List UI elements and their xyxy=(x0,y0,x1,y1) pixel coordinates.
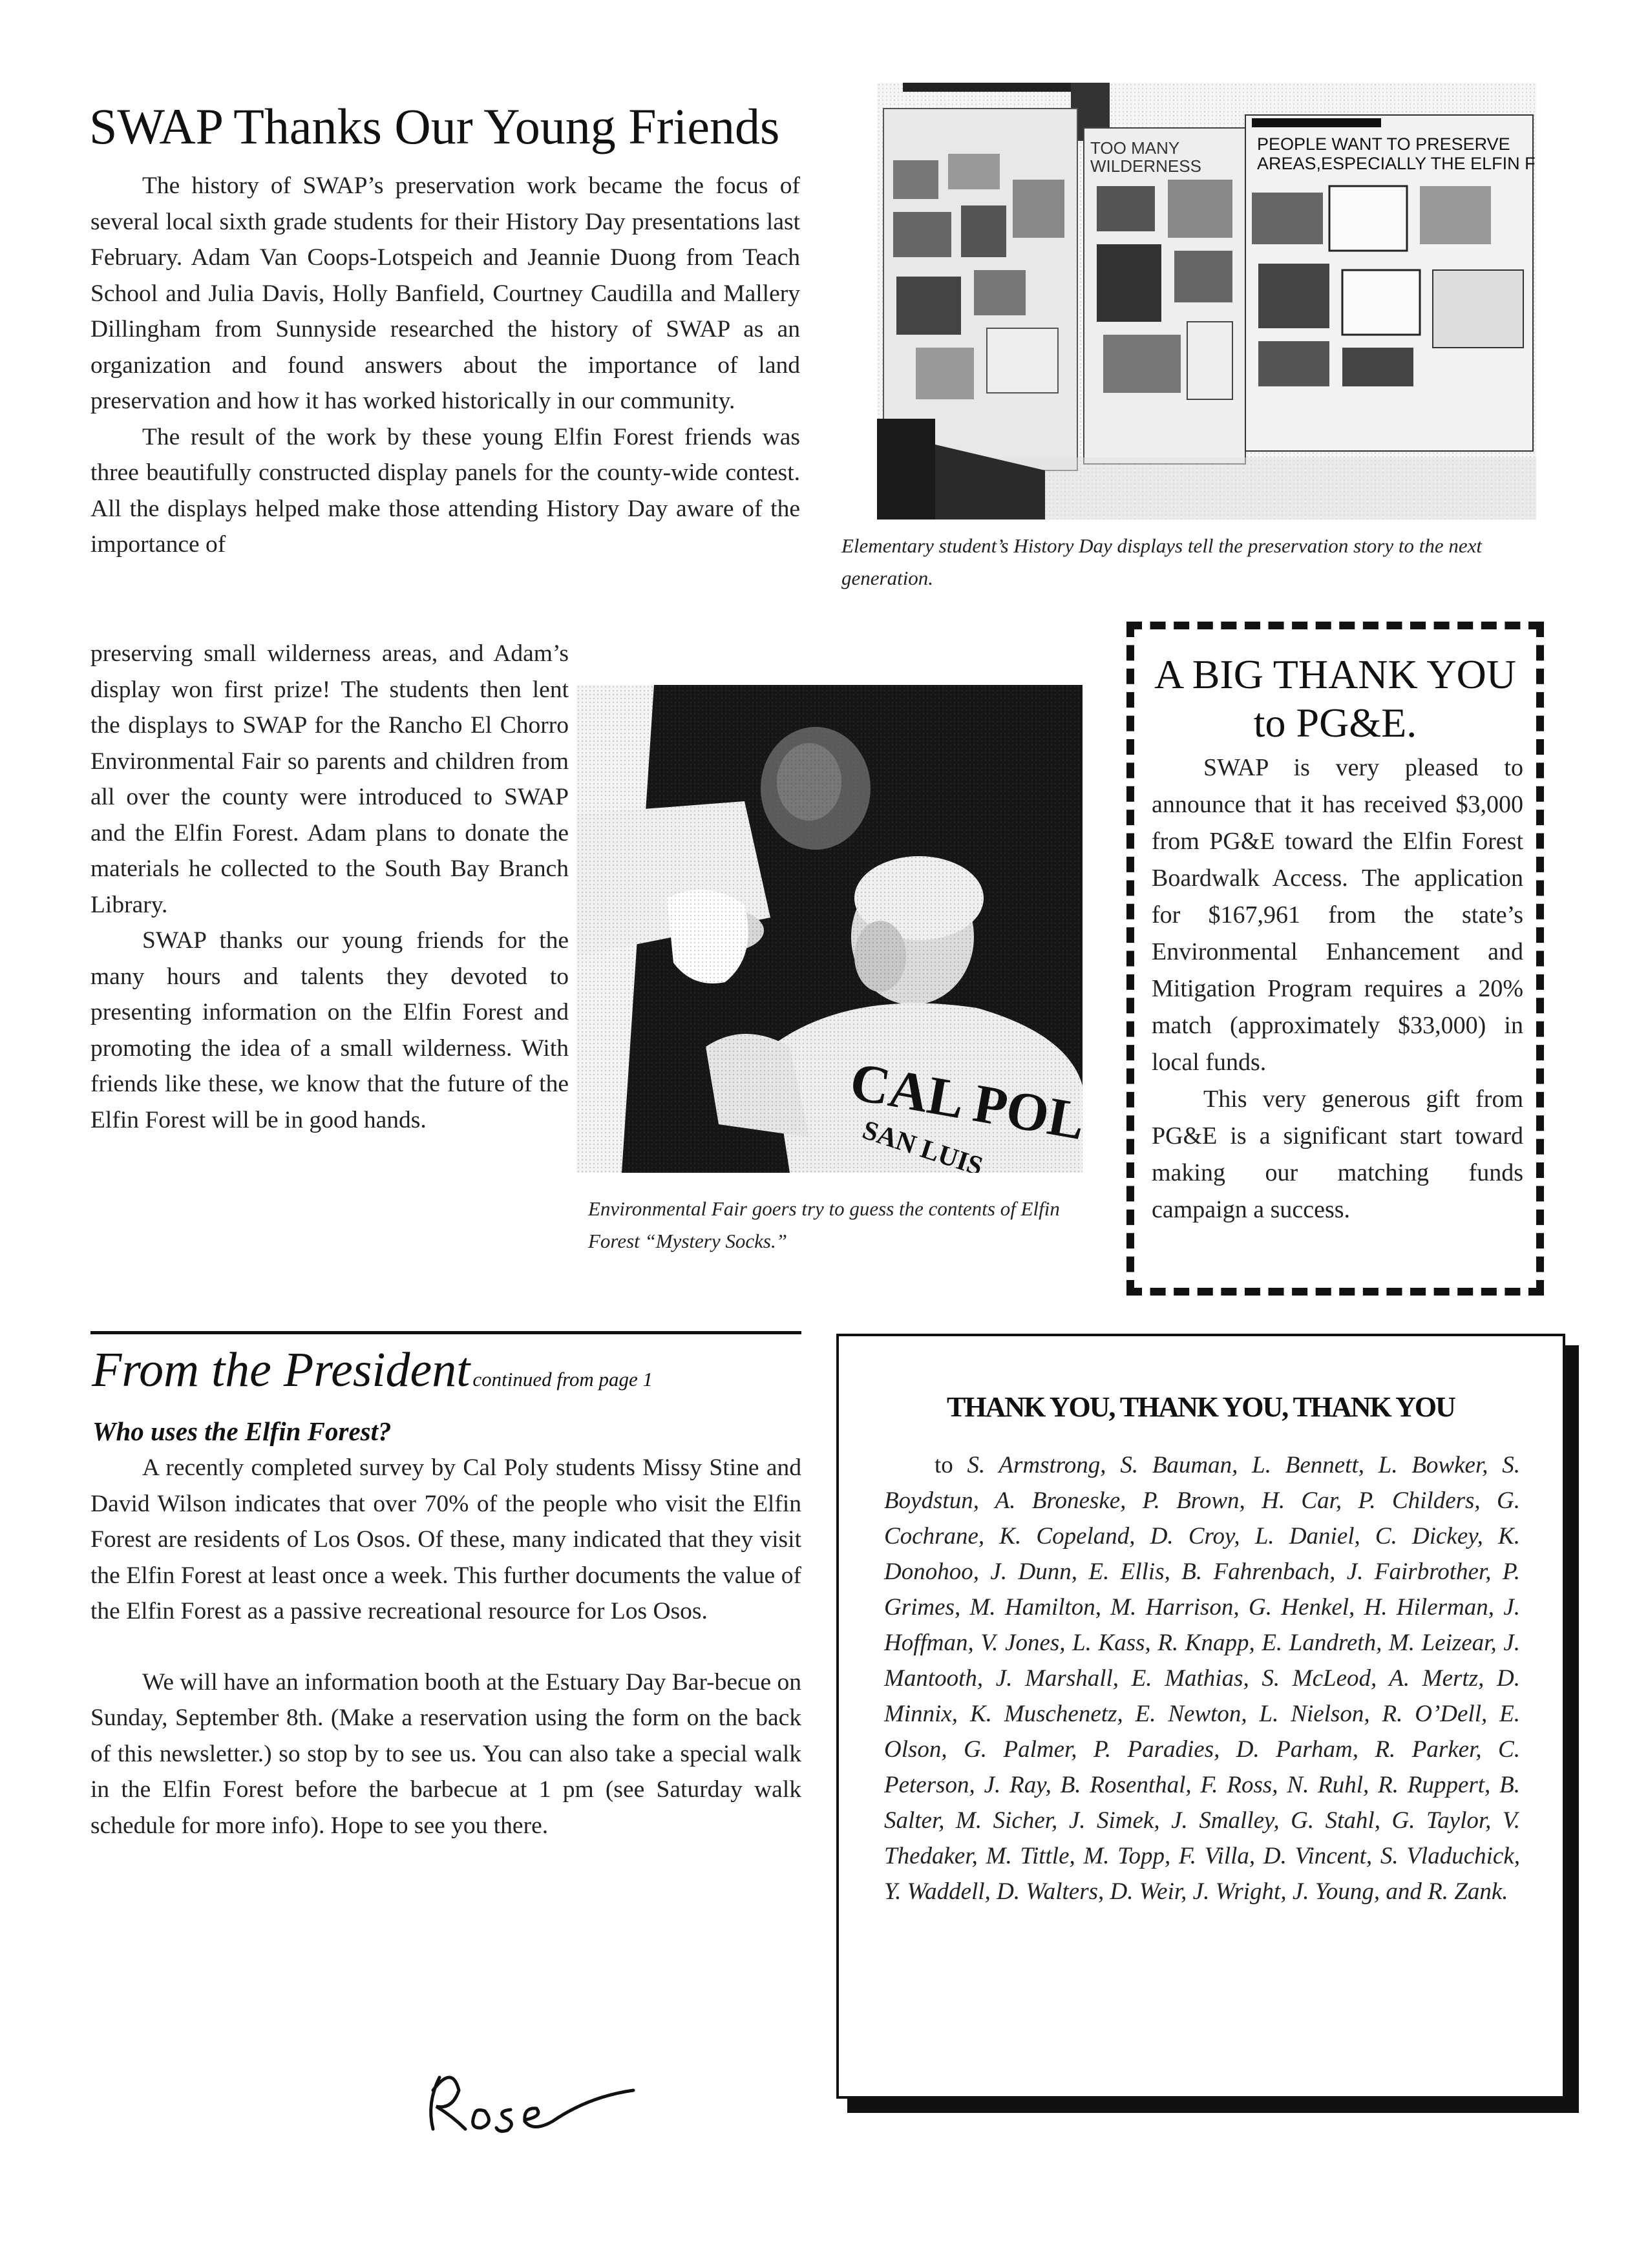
photo-caption: Environmental Fair goers try to guess the contents of Elfin Forest “Mystery Socks.” xyxy=(588,1197,1060,1252)
article-body-lower xyxy=(90,636,569,1138)
history-day-display-photo xyxy=(877,83,1536,520)
shirt-text-cal-poly: CAL POLY xyxy=(845,1051,1083,1158)
photo-caption: Elementary student’s History Day displays tell the preservation story to the next generation. xyxy=(841,534,1482,589)
president-subheading: Who uses the Elfin Forest? xyxy=(92,1416,392,1446)
thank-you-lead: to xyxy=(935,1452,953,1478)
thank-you-box xyxy=(836,1334,1565,2099)
article-paragraph-continued: preserving small wilderness areas, and Adam’s display won first prize! The students then lent the displays to SWAP for the Rancho El Chorro Environmental Fair so parents and children from all over the county were introduced to SWAP and the Elfin Forest. Adam plans to donate the materials he collected to the South Bay Branch Library. xyxy=(90,640,569,918)
pge-paragraph: SWAP is very pleased to announce that it has received $3,000 from PG&E toward the Elfin Forest Boardwalk Access. The application for $167,961 from the state’s Environmental Enhancement and Mitigation Program requires a 20% match (approximately $33,000) in local funds. xyxy=(1152,754,1523,1076)
thank-you-title: THANK YOU, THANK YOU, THANK YOU xyxy=(947,1391,1455,1423)
continued-note: continued from page 1 xyxy=(472,1368,653,1391)
pge-paragraph: This very generous gift from PG&E is a significant start toward making our matching funds campaign a success. xyxy=(1152,1086,1523,1223)
article-paragraph: SWAP thanks our young friends for the many hours and talents they devoted to presenting information on the Elfin Forest and promoting the idea of a small wilderness. With friends like these, we know that the future of the Elfin Forest will be in good hands. xyxy=(90,927,569,1133)
sign-left-text-line-1: TOO MANY xyxy=(1090,138,1180,158)
thank-you-paragraph xyxy=(884,1447,1520,1909)
article-paragraph: The result of the work by these young Elfin Forest friends was three beautifully constructed display panels for the county-wide contest. All the displays helped make those attending History Day aware of the importance of xyxy=(90,423,800,558)
article-paragraph: The history of SWAP’s preservation work became the focus of several local sixth grade students for their History Day presentations last February. Adam Van Coops-Lotspeich and Jeannie Duong from Teach School and Julia Davis, Holly Banfield, Courtney Caudilla and Mallery Dillingham from Sunnyside researched the history of SWAP as an organization and found answers about the importance of land preservation and how it has worked historically in our community. xyxy=(90,173,800,414)
display-photo-image xyxy=(877,83,1536,520)
pge-heading: A BIG THANK YOU to PG&E. xyxy=(1154,651,1516,746)
pge-thank-you-box xyxy=(1126,622,1544,1296)
fair-photo-image xyxy=(576,685,1083,1173)
shirt-text-san-luis: SAN LUIS xyxy=(858,1115,987,1173)
president-paragraph: A recently completed survey by Cal Poly students Missy Stine and David Wilson indicates that over 70% of the people who visit the Elfin Forest are residents of Los Osos. Of these, many indicated that they visit the Elfin Forest at least once a week. This further documents the value of the Elfin Forest as a passive recreational resource for Los Osos. xyxy=(90,1454,801,1624)
sign-right-text-line-1: PEOPLE WANT TO PRESERVE xyxy=(1257,134,1510,154)
president-paragraph: We will have an information booth at the Estuary Day Bar-becue on Sunday, September 8th. (Make a reservation using the form on the back of this newsletter.) so stop by to see us. You can also take a special walk in the Elfin Forest before the barbecue at 1 pm (see Saturday walk schedule for more info). Hope to see you there. xyxy=(90,1668,801,1839)
signature-rose xyxy=(414,2052,672,2142)
article-title: SWAP Thanks Our Young Friends xyxy=(89,98,780,154)
environmental-fair-photo xyxy=(576,685,1083,1173)
sign-left-text-line-2: WILDERNESS xyxy=(1090,156,1201,176)
president-title: From the President xyxy=(92,1343,470,1397)
pge-body xyxy=(1152,750,1523,1228)
section-divider xyxy=(90,1331,801,1334)
president-heading xyxy=(92,1341,653,1399)
thank-you-names xyxy=(884,1447,1520,1909)
handwritten-signature xyxy=(414,2052,672,2142)
article-body-upper xyxy=(90,168,800,563)
president-body xyxy=(90,1450,801,1878)
thank-you-name-list: S. Armstrong, S. Bauman, L. Bennett, L. Bowker, S. Boydstun, A. Broneske, P. Brown, H. Car, P. Childers, G. Cochrane, K. Copeland, D. Croy, L. Daniel, C. Dickey, K. Donohoo, J. Dunn, E. Ellis, B. Fahrenbach, J. Fairbrother, P. Grimes, M. Hamilton, M. Harrison, G. Henkel, H. Hilerman, J. Hoffman, V. Jones, L. Kass, R. Knapp, E. Landreth, M. Leizear, J. Mantooth, J. Marshall, E. Mathias, S. McLeod, A. Mertz, D. Minnix, K. Muschenetz, E. Newton, L. Nielson, R. O’Dell, E. Olson, G. Palmer, P. Paradies, D. Parham, R. Parker, C. Peterson, J. Ray, B. Rosenthal, F. Ross, N. Ruhl, R. Ruppert, B. Salter, M. Sicher, J. Simek, J. Smalley, G. Stahl, G. Taylor, V. Thedaker, M. Tittle, M. Topp, F. Villa, D. Vincent, S. Vladuchick, Y. Waddell, D. Walters, D. Weir, J. Wright, J. Young, and R. Zank. xyxy=(884,1452,1520,1905)
sign-right-text-line-2: AREAS,ESPECIALLY THE ELFIN F xyxy=(1257,154,1536,173)
